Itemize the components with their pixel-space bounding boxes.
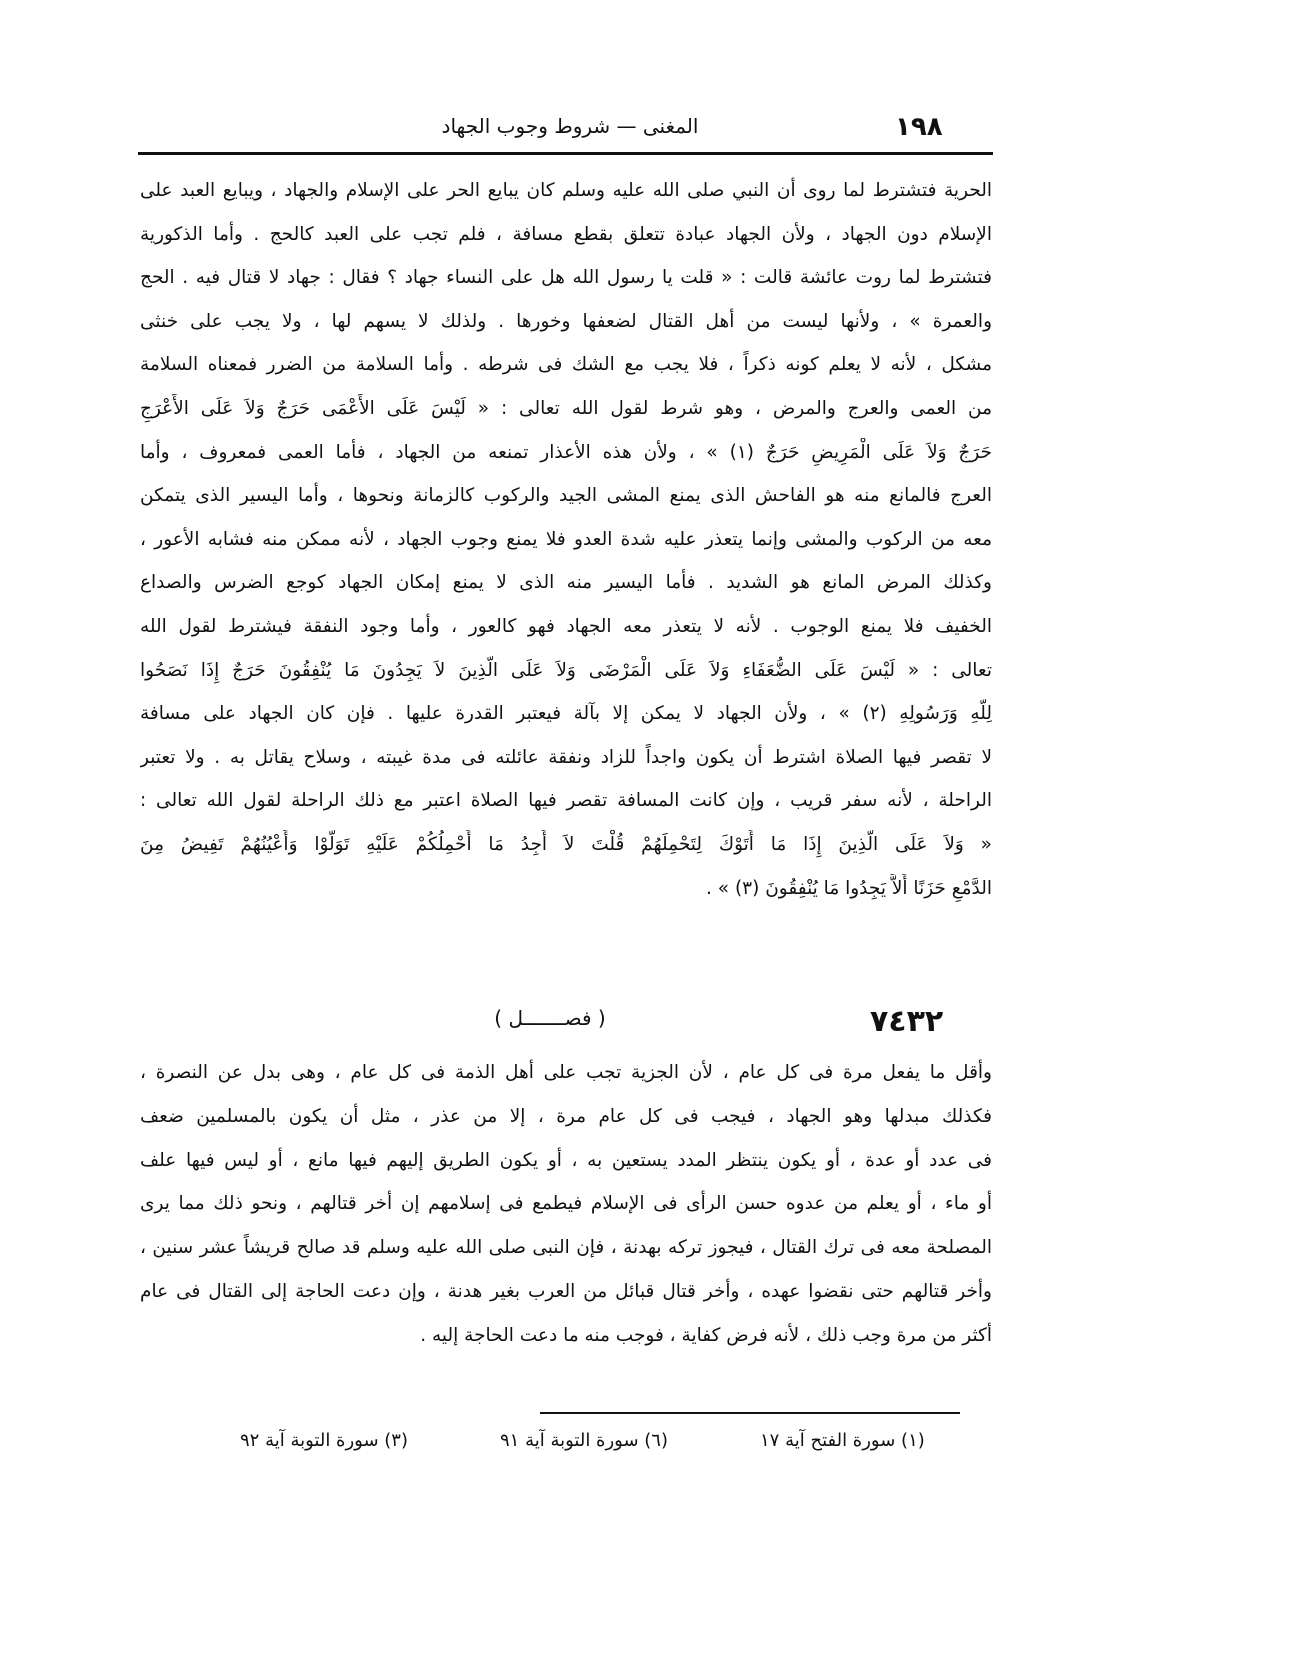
text-line: الخفيف فلا يمنع الوجوب . لأنه لا يتعذر معه الجهاد فهو كالعور ، وأما وجود النفقة فيشترط لقول الله bbox=[140, 616, 992, 637]
text-line: لِلَّهِ وَرَسُولِهِ (٢) » ، ولأن الجهاد لا يمكن إلا بآلة فيعتبر القدرة عليها . فإن كان الجهاد على مسافة bbox=[140, 703, 992, 725]
text-line: الإسلام دون الجهاد ، ولأن الجهاد عبادة تتعلق بقطع مسافة ، فلم تجب على العبد كالحج . وأما الذكورية bbox=[140, 223, 992, 245]
section-title: ( فصـــــــل ) bbox=[494, 1006, 606, 1030]
text-line: لا تقصر فيها الصلاة اشترط أن يكون واجداً للزاد ونفقة عائلته فى مدة غيبته ، وسلاح يقاتل به . ولا تعتبر bbox=[140, 746, 992, 768]
footnote-3: (٣) سورة التوبة آية ٩٢ bbox=[240, 1430, 408, 1451]
text-line: وأقل ما يفعل مرة فى كل عام ، لأن الجزية تجب على أهل الذمة فى كل عام ، وهى بدل عن النصرة ، bbox=[140, 1062, 992, 1083]
text-line: تعالى : « لَيْسَ عَلَى الضُّعَفَاءِ وَلاَ عَلَى الْمَرْضَى وَلاَ عَلَى الَّذِينَ لاَ يَجِدُونَ مَا يُنْفِقُونَ حَرَجٌ إِذَا نَصَحُوا bbox=[140, 659, 992, 681]
text-line: الحرية فتشترط لما روى أن النبي صلى الله عليه وسلم كان يبايع الحر على الإسلام والجهاد ، ويبايع العبد على bbox=[140, 180, 992, 201]
text-line: أكثر من مرة وجب ذلك ، لأنه فرض كفاية ، فوجب منه ما دعت الحاجة إليه . bbox=[420, 1324, 992, 1346]
text-line: حَرَجٌ وَلاَ عَلَى الْمَرِيضِ حَرَجٌ (١) » ، ولأن هذه الأعذار تمنعه من الجهاد ، فأما العمى فمعروف ، وأما bbox=[140, 441, 992, 463]
section-number: ٧٤٣٢ bbox=[870, 1004, 944, 1039]
text-line: « وَلاَ عَلَى الَّذِينَ إِذَا مَا أَتَوْكَ لِتَحْمِلَهُمْ قُلْتَ لاَ أَجِدُ مَا أَحْمِلُكُمْ عَلَيْهِ تَوَلَّوْا وَأَعْيُنُهُمْ تَفِيضُ مِنَ bbox=[140, 834, 992, 855]
text-line: وأخر قتالهم حتى نقضوا عهده ، وأخر قتال قبائل من العرب بغير هدنة ، وإن دعت الحاجة إلى القتال فى عام bbox=[140, 1281, 992, 1302]
footnote-1: (١) سورة الفتح آية ١٧ bbox=[760, 1430, 925, 1451]
running-title: المغنى — شروط وجوب الجهاد bbox=[441, 114, 699, 138]
text-line: فتشترط لما روت عائشة قالت : « قلت يا رسول الله هل على النساء جهاد ؟ فقال : جهاد لا قتال فيه . الحج bbox=[140, 267, 992, 289]
footnote-rule bbox=[540, 1412, 960, 1414]
text-line: والعمرة » ، ولأنها ليست من أهل القتال لضعفها وخورها . ولذلك لا يسهم لها ، ولا يجب على خنثى bbox=[140, 310, 992, 332]
text-line: وكذلك المرض المانع هو الشديد . فأما اليسير منه الذى لا يمنع إمكان الجهاد كوجع الضرس والصداع bbox=[140, 572, 992, 594]
text-line: فكذلك مبدلها وهو الجهاد ، فيجب فى كل عام مرة ، إلا من عذر ، مثل أن يكون بالمسلمين ضعف bbox=[140, 1105, 992, 1127]
text-line: الدَّمْعِ حَزَنًا أَلاَّ يَجِدُوا مَا يُنْفِقُونَ (٣) » . bbox=[705, 877, 992, 899]
text-line: معه من الركوب والمشى وإنما يتعذر عليه شدة العدو فلا يمنع وجوب الجهاد ، لأنه ممكن منه فشابه الأعور ، bbox=[140, 528, 992, 550]
text-line: العرج فالمانع منه هو الفاحش الذى يمنع المشى الجيد والركوب كالزمانة ونحوها ، وأما اليسير الذى يتمكن bbox=[140, 485, 992, 507]
header-rule bbox=[138, 152, 993, 155]
footnote-2: (٦) سورة التوبة آية ٩١ bbox=[500, 1430, 668, 1451]
text-line: الراحلة ، لأنه سفر قريب ، وإن كانت المسافة تقصر فيها الصلاة اعتبر مع ذلك الراحلة لقول الله تعالى : bbox=[140, 790, 992, 812]
text-line: المصلحة معه فى ترك القتال ، فيجوز تركه بهدنة ، فإن النبى صلى الله عليه وسلم قد صالح قريشاً عشر سنين ، bbox=[140, 1237, 992, 1259]
text-line: فى عدد أو عدة ، أو يكون ينتظر المدد يستعين به ، أو يكون الطريق إليهم فيها مانع ، أو ليس فيها علف bbox=[140, 1149, 992, 1171]
page-number: ١٩٨ bbox=[895, 112, 943, 142]
text-line: مشكل ، لأنه لا يعلم كونه ذكراً ، فلا يجب مع الشك فى شرطه . وأما السلامة من الضرر فمعناه السلامة bbox=[140, 354, 992, 376]
text-line: أو ماء ، أو يعلم من عدوه حسن الرأى فى الإسلام فيطمع فى إسلامهم إن أخر قتالهم ، ونحو ذلك مما يرى bbox=[140, 1193, 992, 1215]
text-line: من العمى والعرج والمرض ، وهو شرط لقول الله تعالى : « لَيْسَ عَلَى الأَعْمَى حَرَجٌ وَلاَ عَلَى الأَعْرَجِ bbox=[140, 398, 992, 419]
